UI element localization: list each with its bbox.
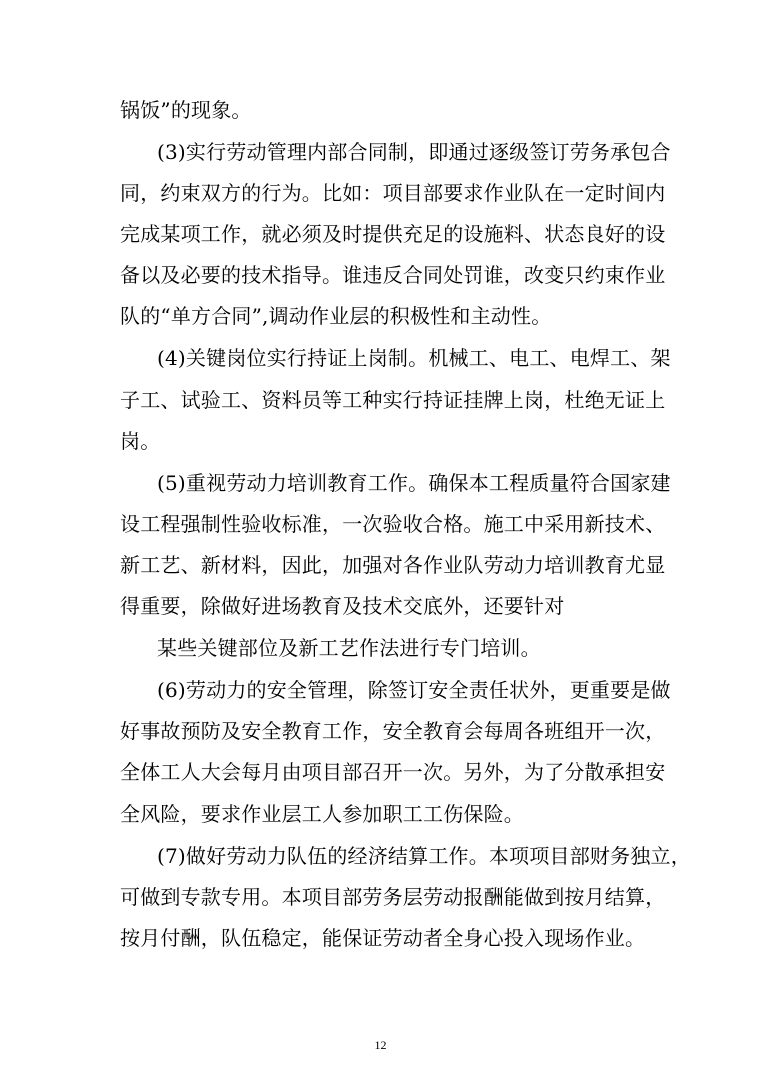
text-line-19: (7)做好劳动力队伍的经济结算工作。本项项目部财务独立， — [157, 844, 691, 868]
text-line-21: 按月付酬，队伍稳定，能保证劳动者全身心投入现场作业。 — [120, 926, 646, 950]
text-line-15: (6)劳动力的安全管理，除签订安全责任状外，更重要是做 — [157, 678, 671, 702]
text-line-2: (3)实行劳动管理内部合同制，即通过逐级签订劳务承包合 — [157, 140, 671, 164]
text-line-3: 同，约束双方的行为。比如：项目部要求作业队在一定时间内 — [120, 181, 666, 205]
text-line-7: (4)关键岗位实行持证上岗制。机械工、电工、电焊工、架 — [157, 346, 671, 370]
text-line-16: 好事故预防及安全教育工作，安全教育会每周各班组开一次， — [120, 719, 666, 743]
text-line-8: 子工、试验工、资料员等工种实行持证挂牌上岗，杜绝无证上 — [120, 388, 666, 412]
text-line-1: 锅饭”的现象。 — [120, 98, 252, 122]
text-line-9: 岗。 — [120, 429, 161, 453]
text-line-11: 设工程强制性验收标准，一次验收合格。施工中采用新技术、 — [120, 512, 666, 536]
text-line-18: 全风险，要求作业层工人参加职工工伤保险。 — [120, 802, 524, 826]
text-line-12: 新工艺、新材料，因此，加强对各作业队劳动力培训教育尤显 — [120, 553, 666, 577]
text-line-13: 得重要，除做好进场教育及技术交底外，还要针对 — [120, 594, 565, 618]
text-line-6: 队的“单方合同”,调动作业层的积极性和主动性。 — [120, 304, 552, 328]
page-number: 12 — [374, 1038, 387, 1052]
text-line-4: 完成某项工作，就必须及时提供充足的设施料、状态良好的设 — [120, 222, 666, 246]
text-line-5: 备以及必要的技术指导。谁违反合同处罚谁，改变只约束作业 — [120, 263, 666, 287]
text-line-20: 可做到专款专用。本项目部劳务层劳动报酬能做到按月结算， — [120, 885, 666, 909]
text-line-14: 某些关键部位及新工艺作法进行专门培训。 — [157, 636, 541, 660]
text-line-10: (5)重视劳动力培训教育工作。确保本工程质量符合国家建 — [157, 471, 671, 495]
text-line-17: 全体工人大会每月由项目部召开一次。另外，为了分散承担安 — [120, 760, 666, 784]
